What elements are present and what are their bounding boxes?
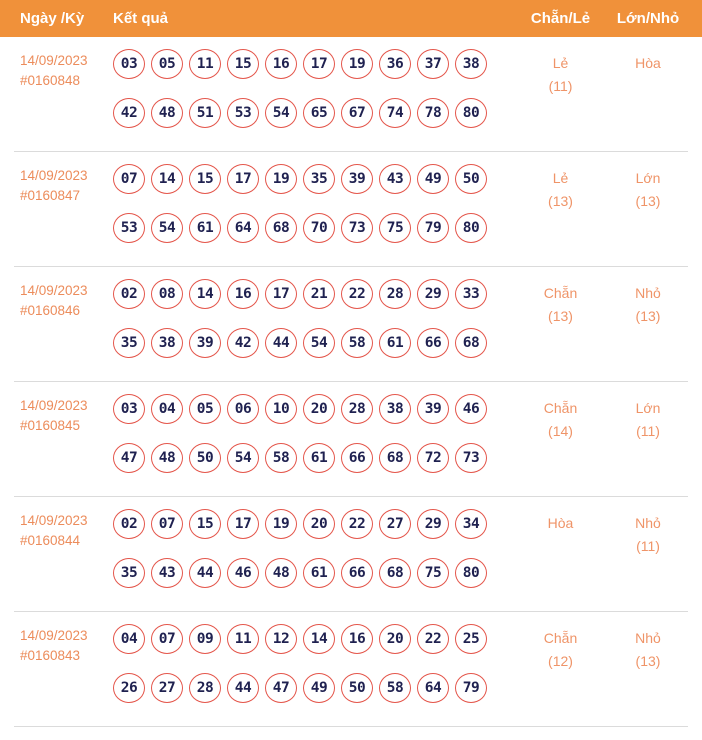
big-small-label: Nhỏ — [635, 515, 661, 531]
number-ball: 67 — [341, 98, 373, 128]
even-odd-label: Lẻ — [552, 170, 569, 186]
number-ball: 08 — [151, 279, 183, 309]
number-ball: 05 — [151, 49, 183, 79]
number-ball: 37 — [417, 49, 449, 79]
even-odd-label: Hòa — [547, 515, 574, 531]
number-ball: 48 — [151, 98, 183, 128]
result-row — [14, 152, 688, 267]
number-ball: 33 — [455, 279, 487, 309]
draw-id[interactable]: #0160847 — [20, 188, 81, 203]
result-row — [14, 267, 688, 382]
big-small-count: (13) — [635, 308, 661, 324]
numbers-cell — [113, 509, 513, 611]
draw-id[interactable]: #0160843 — [20, 648, 81, 663]
even-odd-label: Lẻ — [552, 55, 569, 71]
number-ball: 80 — [455, 558, 487, 588]
number-ball: 15 — [189, 509, 221, 539]
number-ball: 11 — [189, 49, 221, 79]
number-ball: 38 — [151, 328, 183, 358]
big-small-label: Nhỏ — [635, 630, 661, 646]
result-row — [14, 37, 688, 152]
number-ball: 70 — [303, 213, 335, 243]
big-small-cell — [608, 279, 688, 381]
result-row — [14, 497, 688, 612]
numbers-cell — [113, 624, 513, 726]
number-ball: 27 — [379, 509, 411, 539]
draw-date-cell[interactable] — [14, 279, 113, 381]
number-ball: 36 — [379, 49, 411, 79]
number-ball: 39 — [417, 394, 449, 424]
draw-date[interactable]: 14/09/2023 — [20, 168, 88, 183]
big-small-count: (13) — [635, 193, 661, 209]
number-ball: 51 — [189, 98, 221, 128]
number-ball: 58 — [341, 328, 373, 358]
number-ball: 73 — [455, 443, 487, 473]
number-ball: 46 — [455, 394, 487, 424]
header-col-result: Kết quả — [113, 10, 169, 27]
numbers-line-1 — [113, 394, 513, 424]
number-ball: 21 — [303, 279, 335, 309]
numbers-line-1 — [113, 279, 513, 309]
numbers-line-1 — [113, 164, 513, 194]
number-ball: 15 — [189, 164, 221, 194]
big-small-label: Nhỏ — [635, 285, 661, 301]
big-small-count: (11) — [636, 423, 660, 439]
big-small-cell — [608, 624, 688, 726]
number-ball: 26 — [113, 673, 145, 703]
number-ball: 35 — [113, 558, 145, 588]
draw-date-cell[interactable] — [14, 394, 113, 496]
number-ball: 02 — [113, 279, 145, 309]
numbers-line-2 — [113, 213, 513, 243]
number-ball: 74 — [379, 98, 411, 128]
number-ball: 42 — [227, 328, 259, 358]
draw-id[interactable]: #0160846 — [20, 303, 81, 318]
numbers-cell — [113, 394, 513, 496]
draw-date[interactable]: 14/09/2023 — [20, 628, 88, 643]
numbers-line-1 — [113, 509, 513, 539]
draw-id[interactable]: #0160848 — [20, 73, 81, 88]
even-odd-label: Chẵn — [543, 400, 578, 416]
number-ball: 07 — [113, 164, 145, 194]
number-ball: 22 — [341, 509, 373, 539]
number-ball: 35 — [113, 328, 145, 358]
number-ball: 16 — [265, 49, 297, 79]
number-ball: 61 — [379, 328, 411, 358]
big-small-label: Hòa — [635, 55, 661, 71]
number-ball: 34 — [455, 509, 487, 539]
number-ball: 16 — [341, 624, 373, 654]
number-ball: 05 — [189, 394, 221, 424]
number-ball: 22 — [341, 279, 373, 309]
number-ball: 68 — [379, 443, 411, 473]
number-ball: 20 — [303, 509, 335, 539]
header-col-date: Ngày /Kỳ — [20, 10, 85, 27]
even-odd-cell — [513, 49, 608, 151]
number-ball: 48 — [265, 558, 297, 588]
numbers-line-2 — [113, 673, 513, 703]
number-ball: 44 — [227, 673, 259, 703]
number-ball: 47 — [113, 443, 145, 473]
even-odd-count: (14) — [548, 423, 573, 439]
number-ball: 50 — [455, 164, 487, 194]
number-ball: 03 — [113, 49, 145, 79]
numbers-cell — [113, 49, 513, 151]
big-small-cell — [608, 49, 688, 151]
number-ball: 19 — [265, 509, 297, 539]
big-small-cell — [608, 394, 688, 496]
number-ball: 17 — [265, 279, 297, 309]
draw-date[interactable]: 14/09/2023 — [20, 53, 88, 68]
result-row — [14, 382, 688, 497]
number-ball: 53 — [113, 213, 145, 243]
number-ball: 17 — [303, 49, 335, 79]
draw-id[interactable]: #0160844 — [20, 533, 81, 548]
number-ball: 80 — [455, 213, 487, 243]
number-ball: 19 — [341, 49, 373, 79]
number-ball: 16 — [227, 279, 259, 309]
number-ball: 09 — [189, 624, 221, 654]
big-small-cell — [608, 164, 688, 266]
even-odd-cell — [513, 509, 608, 611]
number-ball: 04 — [151, 394, 183, 424]
number-ball: 54 — [265, 98, 297, 128]
number-ball: 66 — [341, 443, 373, 473]
numbers-line-1 — [113, 49, 513, 79]
number-ball: 35 — [303, 164, 335, 194]
even-odd-label: Chẵn — [543, 630, 578, 646]
number-ball: 03 — [113, 394, 145, 424]
even-odd-count: (12) — [548, 653, 573, 669]
number-ball: 42 — [113, 98, 145, 128]
number-ball: 72 — [417, 443, 449, 473]
number-ball: 39 — [341, 164, 373, 194]
number-ball: 43 — [379, 164, 411, 194]
number-ball: 17 — [227, 509, 259, 539]
header-col-big-small: Lớn/Nhỏ — [616, 10, 680, 27]
number-ball: 65 — [303, 98, 335, 128]
number-ball: 44 — [189, 558, 221, 588]
number-ball: 66 — [417, 328, 449, 358]
numbers-line-2 — [113, 328, 513, 358]
even-odd-cell — [513, 394, 608, 496]
number-ball: 50 — [189, 443, 221, 473]
number-ball: 02 — [113, 509, 145, 539]
even-odd-count: (11) — [548, 78, 573, 94]
even-odd-count: (13) — [548, 193, 573, 209]
number-ball: 27 — [151, 673, 183, 703]
number-ball: 14 — [151, 164, 183, 194]
number-ball: 29 — [417, 279, 449, 309]
number-ball: 28 — [379, 279, 411, 309]
number-ball: 38 — [455, 49, 487, 79]
number-ball: 15 — [227, 49, 259, 79]
number-ball: 79 — [417, 213, 449, 243]
even-odd-count: (13) — [548, 308, 573, 324]
big-small-count: (11) — [636, 538, 660, 554]
number-ball: 28 — [341, 394, 373, 424]
number-ball: 58 — [379, 673, 411, 703]
number-ball: 20 — [303, 394, 335, 424]
number-ball: 19 — [265, 164, 297, 194]
number-ball: 43 — [151, 558, 183, 588]
number-ball: 46 — [227, 558, 259, 588]
numbers-line-2 — [113, 443, 513, 473]
header-col-even-odd: Chẵn/Lẻ — [530, 10, 591, 27]
numbers-cell — [113, 164, 513, 266]
number-ball: 14 — [303, 624, 335, 654]
number-ball: 47 — [265, 673, 297, 703]
number-ball: 49 — [303, 673, 335, 703]
draw-date[interactable]: 14/09/2023 — [20, 283, 88, 298]
big-small-cell — [608, 509, 688, 611]
number-ball: 28 — [189, 673, 221, 703]
number-ball: 66 — [341, 558, 373, 588]
number-ball: 48 — [151, 443, 183, 473]
draw-id[interactable]: #0160845 — [20, 418, 81, 433]
number-ball: 61 — [303, 558, 335, 588]
number-ball: 25 — [455, 624, 487, 654]
number-ball: 54 — [303, 328, 335, 358]
even-odd-label: Chẵn — [543, 285, 578, 301]
number-ball: 04 — [113, 624, 145, 654]
number-ball: 07 — [151, 509, 183, 539]
big-small-label: Lớn — [635, 170, 661, 186]
big-small-label: Lớn — [635, 400, 661, 416]
number-ball: 50 — [341, 673, 373, 703]
number-ball: 49 — [417, 164, 449, 194]
number-ball: 80 — [455, 98, 487, 128]
number-ball: 73 — [341, 213, 373, 243]
number-ball: 58 — [265, 443, 297, 473]
number-ball: 07 — [151, 624, 183, 654]
number-ball: 61 — [189, 213, 221, 243]
draw-date[interactable]: 14/09/2023 — [20, 398, 88, 413]
number-ball: 14 — [189, 279, 221, 309]
result-row — [14, 612, 688, 727]
number-ball: 68 — [379, 558, 411, 588]
number-ball: 17 — [227, 164, 259, 194]
number-ball: 29 — [417, 509, 449, 539]
number-ball: 64 — [227, 213, 259, 243]
number-ball: 22 — [417, 624, 449, 654]
numbers-line-2 — [113, 98, 513, 128]
number-ball: 64 — [417, 673, 449, 703]
number-ball: 38 — [379, 394, 411, 424]
number-ball: 44 — [265, 328, 297, 358]
draw-date-cell[interactable] — [14, 164, 113, 266]
draw-date-cell[interactable] — [14, 624, 113, 726]
number-ball: 06 — [227, 394, 259, 424]
numbers-line-2 — [113, 558, 513, 588]
number-ball: 39 — [189, 328, 221, 358]
draw-date-cell[interactable] — [14, 509, 113, 611]
number-ball: 79 — [455, 673, 487, 703]
draw-date[interactable]: 14/09/2023 — [20, 513, 88, 528]
draw-date-cell[interactable] — [14, 49, 113, 151]
numbers-line-1 — [113, 624, 513, 654]
table-header — [0, 0, 702, 37]
number-ball: 78 — [417, 98, 449, 128]
number-ball: 12 — [265, 624, 297, 654]
number-ball: 68 — [455, 328, 487, 358]
number-ball: 54 — [151, 213, 183, 243]
numbers-cell — [113, 279, 513, 381]
number-ball: 75 — [379, 213, 411, 243]
number-ball: 68 — [265, 213, 297, 243]
even-odd-cell — [513, 279, 608, 381]
even-odd-cell — [513, 164, 608, 266]
number-ball: 10 — [265, 394, 297, 424]
number-ball: 53 — [227, 98, 259, 128]
number-ball: 75 — [417, 558, 449, 588]
number-ball: 54 — [227, 443, 259, 473]
number-ball: 20 — [379, 624, 411, 654]
table-body — [14, 37, 688, 727]
big-small-count: (13) — [635, 653, 661, 669]
number-ball: 11 — [227, 624, 259, 654]
even-odd-cell — [513, 624, 608, 726]
number-ball: 61 — [303, 443, 335, 473]
